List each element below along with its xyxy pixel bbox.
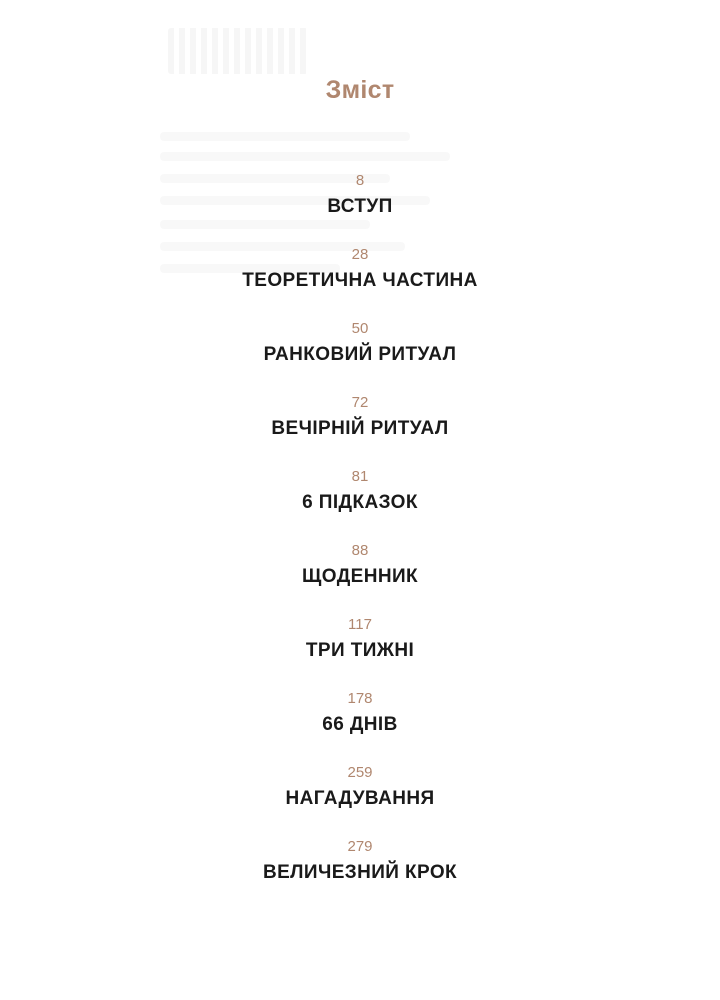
toc-heading: ВЕЛИЧЕЗНИЙ КРОК xyxy=(262,862,457,883)
toc-entry[interactable] xyxy=(0,688,720,762)
toc-heading: ВЕЧІРНІЙ РИТУАЛ xyxy=(271,418,449,439)
toc-page-number: 178 xyxy=(347,690,373,707)
toc-heading: 66 ДНІВ xyxy=(322,714,398,735)
toc-heading: ТРИ ТИЖНІ xyxy=(305,640,415,661)
toc-entry[interactable] xyxy=(0,466,720,540)
toc-heading: ТЕОРЕТИЧНА ЧАСТИНА xyxy=(242,270,478,291)
toc-entry[interactable] xyxy=(0,244,720,318)
ghost-heading xyxy=(168,28,308,74)
toc-page-number: 28 xyxy=(351,246,369,263)
toc-entry[interactable] xyxy=(0,392,720,466)
toc-heading: НАГАДУВАННЯ xyxy=(285,788,435,809)
toc-heading: РАНКОВИЙ РИТУАЛ xyxy=(263,344,457,365)
toc-entry[interactable] xyxy=(0,540,720,614)
toc-entry[interactable] xyxy=(0,762,720,836)
toc-page-number: 81 xyxy=(351,468,369,485)
toc-entry[interactable] xyxy=(0,318,720,392)
toc-page-number: 88 xyxy=(351,542,369,559)
table-of-contents xyxy=(0,170,720,910)
toc-entry[interactable] xyxy=(0,614,720,688)
toc-entry[interactable] xyxy=(0,170,720,244)
toc-page-number: 8 xyxy=(355,172,365,189)
toc-heading: ВСТУП xyxy=(327,196,393,217)
toc-page-number: 72 xyxy=(351,394,369,411)
toc-page-number: 279 xyxy=(347,838,373,855)
toc-heading: ЩОДЕННИК xyxy=(302,566,418,587)
toc-page-number: 50 xyxy=(351,320,369,337)
page-title: Зміст xyxy=(325,76,395,104)
toc-entry[interactable] xyxy=(0,836,720,910)
toc-page-number: 259 xyxy=(347,764,373,781)
toc-page-number: 117 xyxy=(348,616,372,633)
ghost-line xyxy=(160,152,450,161)
ghost-line xyxy=(160,132,410,141)
toc-heading: 6 ПІДКАЗОК xyxy=(302,492,418,513)
